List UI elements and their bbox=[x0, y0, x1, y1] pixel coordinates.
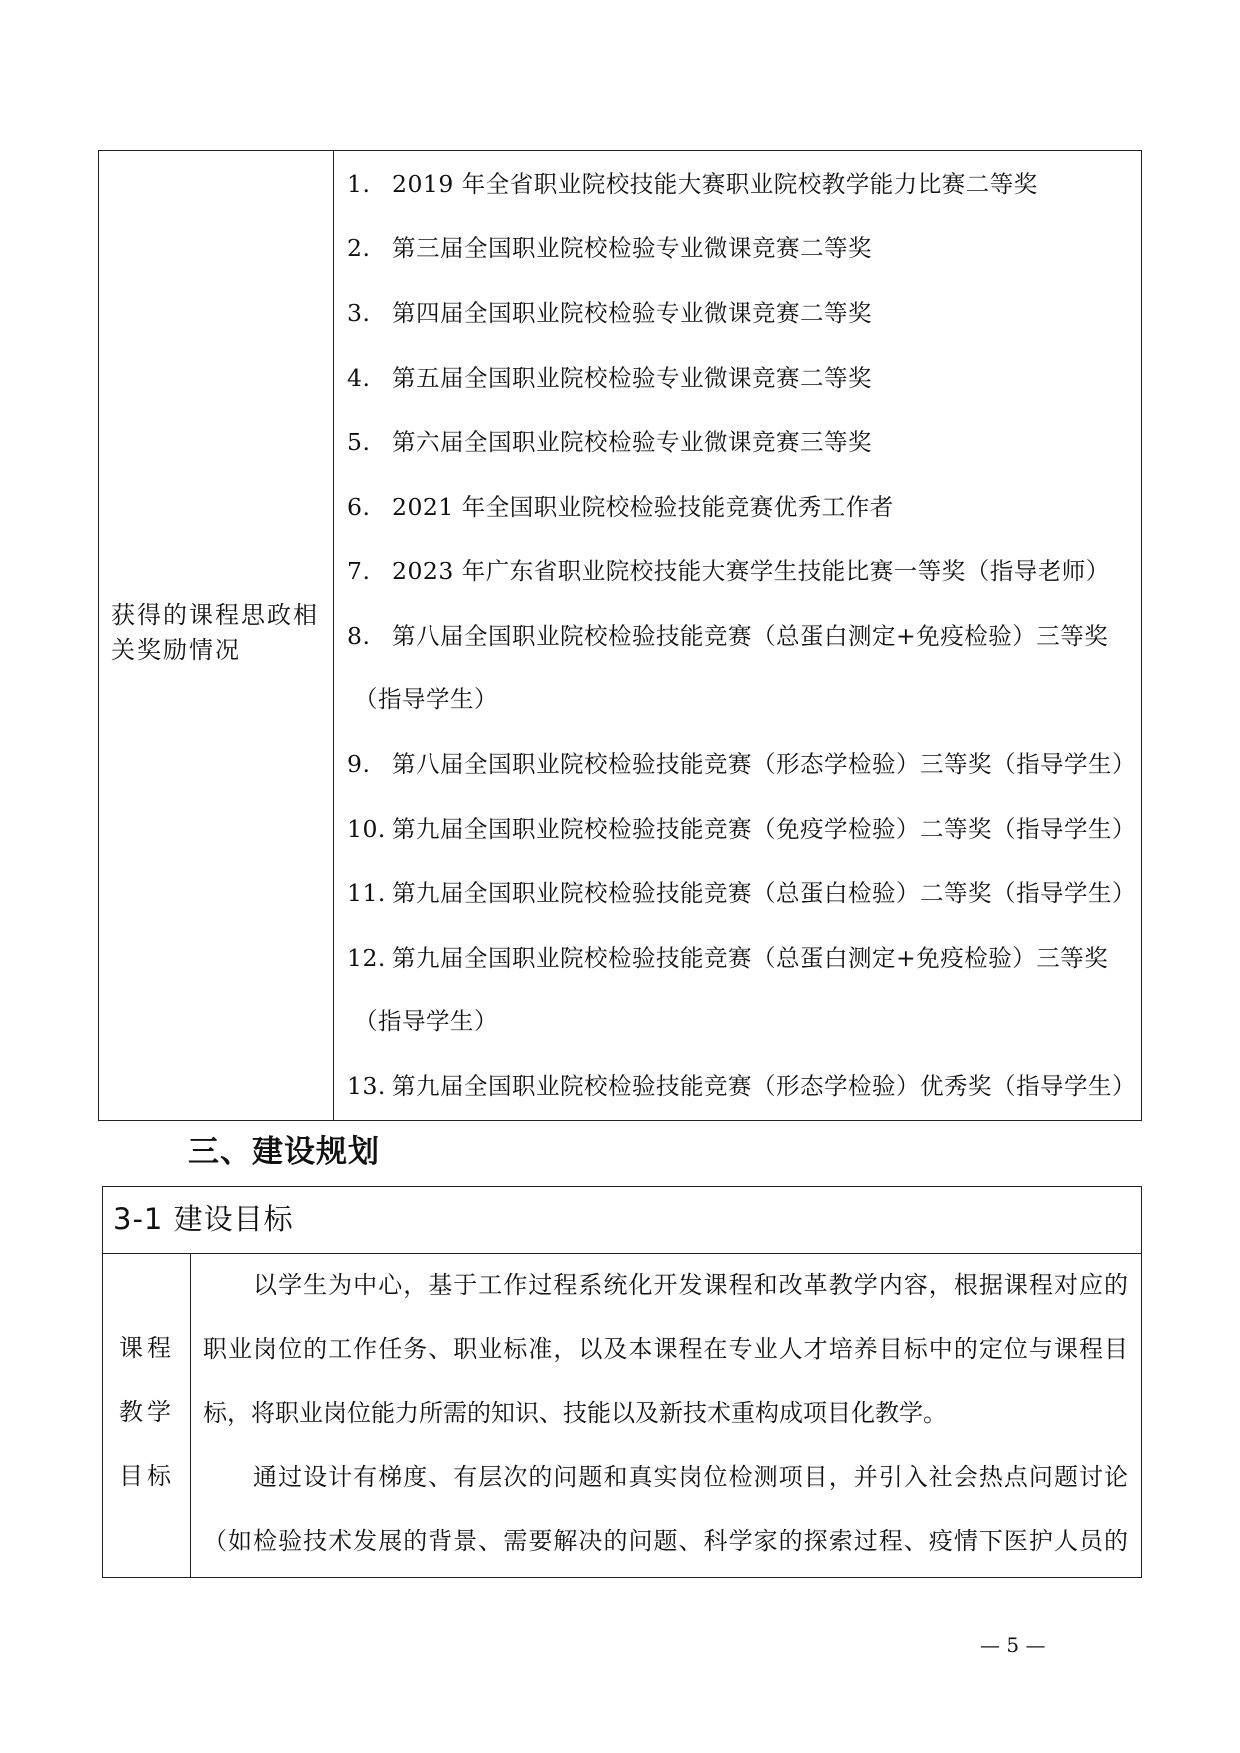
award-item bbox=[347, 298, 872, 328]
award-item bbox=[347, 169, 1038, 199]
award-item bbox=[347, 814, 1136, 844]
goals-header-cell bbox=[103, 1187, 1141, 1254]
goals-label-line: 课程 bbox=[119, 1334, 175, 1362]
award-number: 2. bbox=[347, 234, 371, 262]
award-item bbox=[347, 878, 1136, 908]
award-item bbox=[347, 427, 872, 457]
award-number: 8. bbox=[347, 622, 371, 650]
award-text: 2019 年全省职业院校技能大赛职业院校教学能力比赛二等奖 bbox=[392, 170, 1038, 198]
award-text: 第四届全国职业院校检验专业微课竞赛二等奖 bbox=[392, 299, 872, 327]
award-item-continuation: （指导学生） bbox=[354, 685, 498, 713]
page-number: — 5 — bbox=[980, 1633, 1046, 1657]
goals-table bbox=[102, 1186, 1142, 1578]
goals-label-cell bbox=[103, 1254, 191, 1577]
goals-text-line: 通过设计有梯度、有层次的问题和真实岗位检测项目，并引入社会热点问题讨论 bbox=[203, 1463, 1128, 1491]
goals-text-line: 以学生为中心，基于工作过程系统化开发课程和改革教学内容，根据课程对应的 bbox=[203, 1271, 1128, 1299]
goals-label-line: 教学 bbox=[119, 1398, 175, 1426]
awards-label-cell bbox=[99, 151, 334, 1120]
goals-text-line: 标，将职业岗位能力所需的知识、技能以及新技术重构成项目化教学。 bbox=[203, 1399, 947, 1427]
award-text: 第三届全国职业院校检验专业微课竞赛二等奖 bbox=[392, 234, 872, 262]
award-number: 13. bbox=[347, 1072, 386, 1100]
section-heading: 三、建设规划 bbox=[188, 1134, 380, 1170]
award-item bbox=[347, 943, 1108, 973]
award-item bbox=[347, 492, 894, 522]
award-text: 第五届全国职业院校检验专业微课竞赛二等奖 bbox=[392, 364, 872, 392]
award-number: 12. bbox=[347, 944, 386, 972]
award-number: 11. bbox=[347, 879, 386, 907]
award-item bbox=[347, 233, 872, 263]
award-item bbox=[347, 363, 872, 393]
award-text: 第九届全国职业院校检验技能竞赛（形态学检验）优秀奖（指导学生） bbox=[392, 1072, 1136, 1100]
goals-text-line: 职业岗位的工作任务、职业标准，以及本课程在专业人才培养目标中的定位与课程目 bbox=[203, 1335, 1128, 1363]
award-number: 3. bbox=[347, 299, 371, 327]
award-item-continuation: （指导学生） bbox=[354, 1007, 498, 1035]
award-item bbox=[347, 556, 1110, 586]
award-text: 第九届全国职业院校检验技能竞赛（总蛋白测定+免疫检验）三等奖 bbox=[392, 944, 1109, 972]
award-text: 第八届全国职业院校检验技能竞赛（形态学检验）三等奖（指导学生） bbox=[392, 750, 1136, 778]
award-number: 1. bbox=[347, 170, 371, 198]
award-number: 6. bbox=[347, 493, 371, 521]
goals-header: 3-1 建设目标 bbox=[113, 1202, 294, 1236]
award-item bbox=[347, 749, 1136, 779]
award-number: 10. bbox=[347, 815, 386, 843]
award-item bbox=[347, 1071, 1136, 1101]
award-number: 9. bbox=[347, 750, 371, 778]
award-text: 2021 年全国职业院校检验技能竞赛优秀工作者 bbox=[392, 493, 894, 521]
award-item bbox=[347, 621, 1108, 651]
awards-table bbox=[98, 150, 1142, 1121]
award-text: 第九届全国职业院校检验技能竞赛（总蛋白检验）二等奖（指导学生） bbox=[392, 879, 1136, 907]
awards-label: 获得的课程思政相关奖励情况 bbox=[111, 601, 319, 664]
award-text: 第九届全国职业院校检验技能竞赛（免疫学检验）二等奖（指导学生） bbox=[392, 815, 1136, 843]
award-text: 2023 年广东省职业院校技能大赛学生技能比赛一等奖（指导老师） bbox=[392, 557, 1110, 585]
award-number: 4. bbox=[347, 364, 371, 392]
award-number: 7. bbox=[347, 557, 371, 585]
award-number: 5. bbox=[347, 428, 371, 456]
goals-text-line: （如检验技术发展的背景、需要解决的问题、科学家的探索过程、疫情下医护人员的 bbox=[203, 1527, 1128, 1555]
award-text: 第六届全国职业院校检验专业微课竞赛三等奖 bbox=[392, 428, 872, 456]
award-text: 第八届全国职业院校检验技能竞赛（总蛋白测定+免疫检验）三等奖 bbox=[392, 622, 1109, 650]
goals-label-line: 目标 bbox=[119, 1462, 175, 1490]
